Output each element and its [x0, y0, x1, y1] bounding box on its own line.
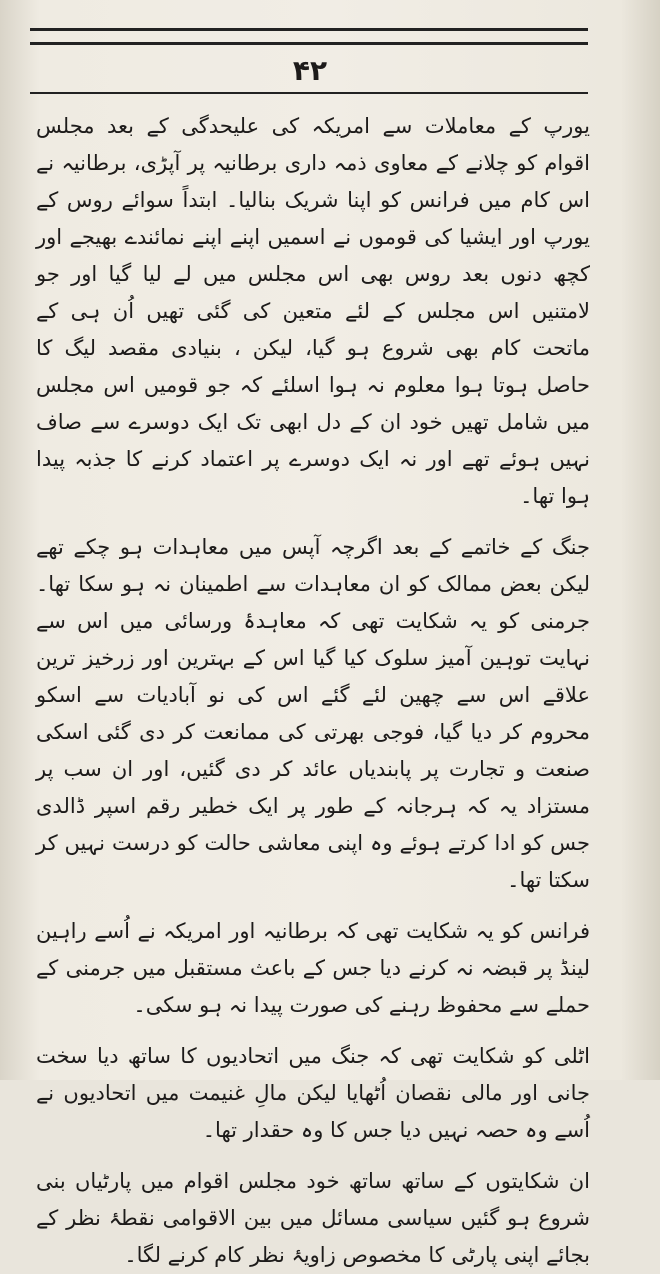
page-body-text: [36, 108, 590, 1267]
page-number: ۴۲: [292, 54, 328, 87]
header-double-rule-bottom: [30, 42, 588, 45]
header-rule-under-number: [30, 92, 588, 94]
paragraph-league-management: یورپ کے معاملات سے امریکہ کی علیحدگی کے بعد مجلس اقوام کو چلانے کے معاوی ذمہ داری برطانیہ پر آپڑی، برطانیہ نے اس کام میں فرانس کو اپنا شریک بنالیا۔ ابتداً سوائے روس کے یورپ اور ایشیا کی قوموں نے اسمیں اپنے اپنے نمائندے بھیجے اور کچھ دنوں بعد روس بھی اس مجلس میں لے لیا گیا اور جو لامتنیں اس مجلس کے لئے متعین کی گئی تھیں اُن ہی کے ماتحت کام بھی شروع ہو گیا، لیکن ، بنیادی مقصد لیگ کا حاصل ہوتا ہوا معلوم نہ ہوا اسلئے کہ جو قومیں اس مجلس میں شامل تھیں خود ان کے دل ابھی تک ایک دوسرے سے صاف نہیں ہوئے تھے اور نہ ایک دوسرے پر اعتماد کرنے کا جذبہ پیدا ہوا تھا۔: [36, 114, 590, 508]
header-double-rule-top: [30, 28, 588, 31]
paragraph-italy-grievance: اٹلی کو شکایت تھی کہ جنگ میں اتحادیوں کا ساتھ دیا سخت جانی اور مالی نقصان اُٹھایا لیکن مالِ غنیمت میں اتحادیوں نے اُسے وہ حصہ نہیں دیا جس کا وہ حقدار تھا۔: [36, 1044, 590, 1142]
paragraph-france-grievance: فرانس کو یہ شکایت تھی کہ برطانیہ اور امریکہ نے اُسے راہین لینڈ پر قبضہ نہ کرنے دیا جس کے باعث مستقبل میں جرمنی کے حملے سے محفوظ رہنے کی صورت پیدا نہ ہو سکی۔: [36, 919, 590, 1017]
paragraph-league-parties: ان شکایتوں کے ساتھ ساتھ خود مجلس اقوام میں پارٹیاں بنی شروع ہو گئیں سیاسی مسائل میں بین الاقوامی نقطۂ نظر کے بجائے اپنی پارٹی کا مخصوص زاویۂ نظر کام کرنے لگا۔: [36, 1169, 590, 1267]
paragraph-germany-grievances: جنگ کے خاتمے کے بعد اگرچہ آپس میں معاہدات ہو چکے تھے لیکن بعض ممالک کو ان معاہدات سے اطمینان نہ ہو سکا تھا۔ جرمنی کو یہ شکایت تھی کہ معاہدۂ ورسائی میں اس سے نہایت توہین آمیز سلوک کیا گیا اس کے بہترین اور زرخیز ترین علاقے اس سے چھین لئے گئے اس کی نو آبادیات سے اسکو محروم کر دیا گیا، فوجی بھرتی کی ممانعت کر دی گئی اسکی صنعت و تجارت پر پابندیاں عائد کر دی گئیں، اور ان سب پر مستزاد یہ کہ ہرجانہ کے طور پر ایک خطیر رقم اسپر ڈالدی جس کو ادا کرتے ہوئے وہ اپنی معاشی حالت کو درست نہیں کر سکتا تھا۔: [36, 535, 590, 892]
